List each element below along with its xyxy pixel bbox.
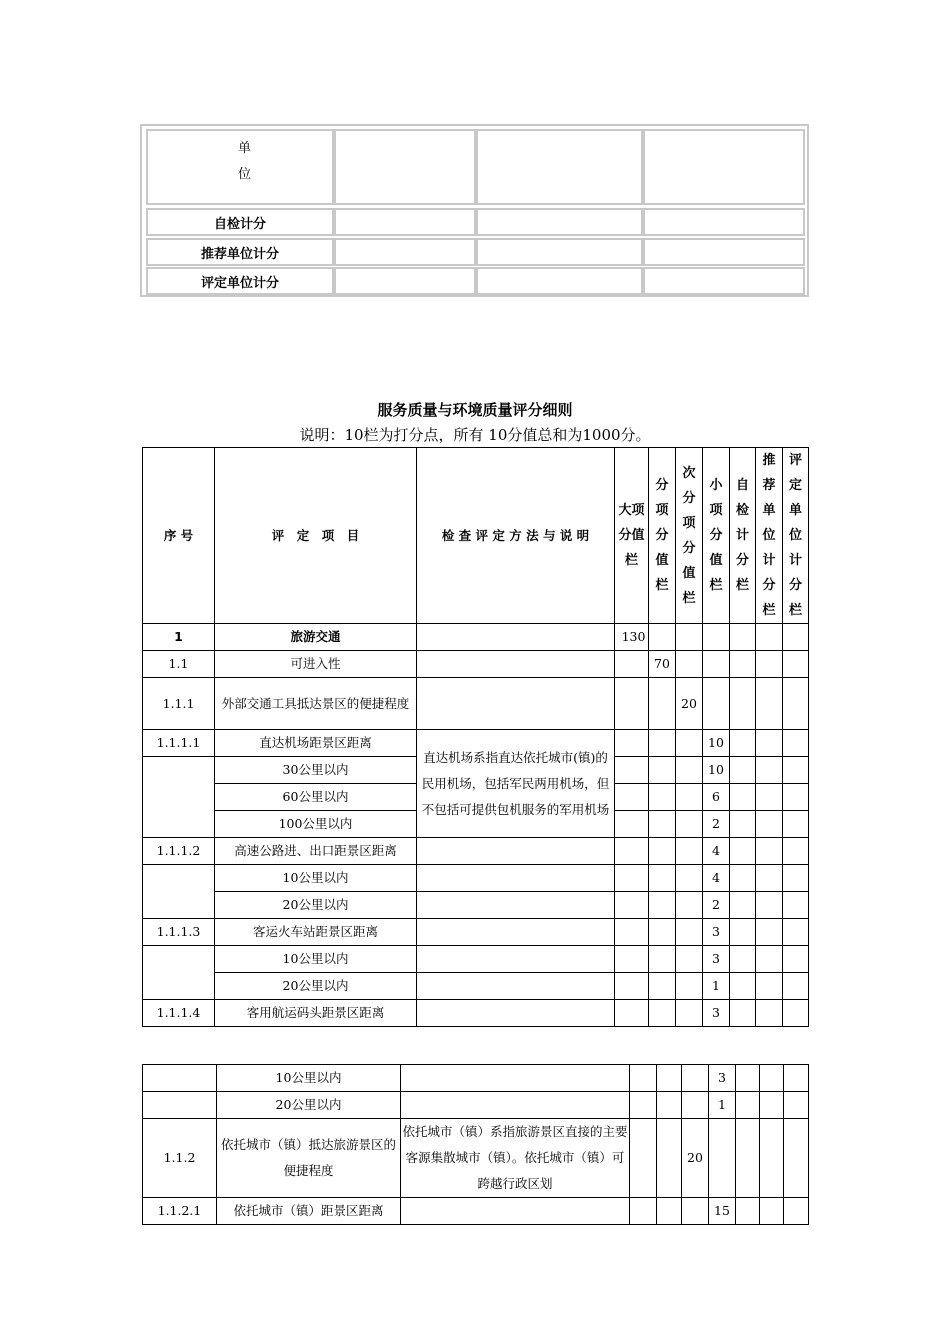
rating-input[interactable]: [783, 811, 809, 838]
row-major: [615, 892, 649, 919]
row-minor: 3: [703, 946, 730, 973]
row-seq: 1.1.2.1: [143, 1198, 217, 1225]
row-minor: 1: [709, 1092, 736, 1119]
row-method: [417, 678, 615, 730]
row-major: [615, 730, 649, 757]
row-item: 依托城市（镇）距景区距离: [217, 1198, 401, 1225]
rating-input[interactable]: [783, 784, 809, 811]
self-check-score-cell-1[interactable]: [334, 208, 476, 236]
page-subtitle: 说明：10栏为打分点，所有 10分值总和为1000分。: [299, 426, 651, 444]
table-row: [143, 838, 809, 865]
row-method: [417, 865, 615, 892]
row-secondary: [676, 865, 703, 892]
row-sub: [649, 678, 676, 730]
table-row: [143, 973, 809, 1000]
table-row: [143, 865, 809, 892]
row-minor: 15: [709, 1198, 736, 1225]
row-item: 60公里以内: [215, 784, 417, 811]
self-check-input[interactable]: [730, 946, 756, 973]
header-row: [143, 448, 809, 624]
row-item: 旅游交通: [215, 624, 417, 651]
table-row: [143, 730, 809, 757]
rating-input[interactable]: [783, 865, 809, 892]
row-seq: 1.1: [143, 651, 215, 678]
row-minor: 10: [703, 730, 730, 757]
row-secondary: [676, 919, 703, 946]
header-minor: 小项分值栏: [703, 448, 730, 624]
row-major: [630, 1198, 657, 1225]
row-seq: [143, 946, 215, 1000]
rating-input[interactable]: [783, 757, 809, 784]
recommend-input[interactable]: [760, 1198, 784, 1225]
row-method: [417, 624, 615, 651]
row-secondary: [676, 784, 703, 811]
rating-score-cell-2[interactable]: [476, 267, 643, 295]
self-check-input[interactable]: [730, 730, 756, 757]
self-check-input[interactable]: [730, 838, 756, 865]
row-seq: [143, 757, 215, 838]
row-sub: [649, 946, 676, 973]
rating-input[interactable]: [783, 838, 809, 865]
header-rating: 评定单位计分栏: [783, 448, 809, 624]
row-method: [401, 1092, 630, 1119]
row-sub: [649, 919, 676, 946]
self-check-input[interactable]: [736, 1092, 760, 1119]
scoring-table-continued: [142, 1064, 809, 1225]
recommend-input[interactable]: [756, 865, 783, 892]
header-method: 检 查 评 定 方 法 与 说 明: [417, 448, 615, 624]
header-seq: 序 号: [143, 448, 215, 624]
row-method: [417, 946, 615, 973]
table-row: [143, 946, 809, 973]
row-secondary: 20: [676, 678, 703, 730]
row-minor: 3: [703, 919, 730, 946]
self-check-input[interactable]: [730, 892, 756, 919]
rating-input[interactable]: [783, 919, 809, 946]
table-row: [143, 919, 809, 946]
table-row: [143, 892, 809, 919]
header-sub: 分项分值栏: [649, 448, 676, 624]
row-seq: [143, 1092, 217, 1119]
rating-input[interactable]: [783, 1000, 809, 1027]
row-secondary: [676, 892, 703, 919]
row-item: 100公里以内: [215, 811, 417, 838]
recommend-input[interactable]: [756, 811, 783, 838]
row-method: 依托城市（镇）系指旅游景区直接的主要客源集散城市（镇）。依托城市（镇）可跨越行政区划: [401, 1119, 630, 1198]
rating-input[interactable]: [783, 892, 809, 919]
row-sub: [649, 757, 676, 784]
row-seq: 1.1.1.3: [143, 919, 215, 946]
row-item: 可进入性: [215, 651, 417, 678]
row-item: 30公里以内: [215, 757, 417, 784]
row-major: [615, 1000, 649, 1027]
rating-input[interactable]: [784, 1119, 809, 1198]
self-check-input[interactable]: [736, 1065, 760, 1092]
table-row: [143, 1198, 809, 1225]
row-method: [401, 1198, 630, 1225]
row-major: [615, 865, 649, 892]
table-row: [143, 1092, 809, 1119]
rating-input[interactable]: [784, 1092, 809, 1119]
row-major: [615, 973, 649, 1000]
row-minor: 4: [703, 838, 730, 865]
row-sub: [649, 892, 676, 919]
row-seq: 1.1.1.4: [143, 1000, 215, 1027]
row-major: 130: [615, 624, 649, 651]
self-check-input[interactable]: [730, 678, 756, 730]
row-minor: 4: [703, 865, 730, 892]
row-sub: [649, 1000, 676, 1027]
row-seq: 1.1.1: [143, 678, 215, 730]
row-major: [615, 651, 649, 678]
header-secondary: 次分项分值栏: [676, 448, 703, 624]
recommend-input[interactable]: [756, 838, 783, 865]
unit-header-cell: [146, 129, 334, 205]
self-check-input[interactable]: [730, 973, 756, 1000]
row-secondary: 20: [682, 1119, 709, 1198]
rating-input[interactable]: [783, 946, 809, 973]
row-item: 客运火车站距景区距离: [215, 919, 417, 946]
row-item: 客用航运码头距景区距离: [215, 1000, 417, 1027]
rating-input[interactable]: [784, 1065, 809, 1092]
self-check-score-cell-2[interactable]: [476, 208, 643, 236]
row-sub: [649, 624, 676, 651]
recommend-input[interactable]: [756, 757, 783, 784]
row-minor: [703, 678, 730, 730]
row-secondary: [682, 1065, 709, 1092]
row-item: 高速公路进、出口距景区距离: [215, 838, 417, 865]
self-check-input[interactable]: [730, 757, 756, 784]
rating-score-cell-3[interactable]: [643, 267, 805, 295]
row-seq: 1.1.2: [143, 1119, 217, 1198]
row-major: [630, 1119, 657, 1198]
recommend-input[interactable]: [756, 946, 783, 973]
row-item: 直达机场距景区距离: [215, 730, 417, 757]
table-row: [143, 1000, 809, 1027]
rating-input[interactable]: [783, 730, 809, 757]
row-sub: [657, 1198, 682, 1225]
row-secondary: [676, 811, 703, 838]
row-seq: [143, 1065, 217, 1092]
recommend-input[interactable]: [756, 651, 783, 678]
recommend-input[interactable]: [756, 730, 783, 757]
row-minor: [709, 1119, 736, 1198]
row-secondary: [676, 1000, 703, 1027]
row-major: [615, 838, 649, 865]
row-major: [615, 784, 649, 811]
page-title: 服务质量与环境质量评分细则: [377, 401, 573, 419]
recommend-input[interactable]: [756, 973, 783, 1000]
row-item: 外部交通工具抵达景区的便捷程度: [215, 678, 417, 730]
row-method: [417, 1000, 615, 1027]
row-item: 依托城市（镇）抵达旅游景区的便捷程度: [217, 1119, 401, 1198]
row-minor: [703, 651, 730, 678]
row-sub: [657, 1092, 682, 1119]
row-sub: [649, 730, 676, 757]
table-row: [143, 651, 809, 678]
row-method: [417, 838, 615, 865]
row-seq: 1: [143, 624, 215, 651]
self-check-input[interactable]: [736, 1119, 760, 1198]
recommend-score-label: 推荐单位计分: [146, 238, 334, 266]
unit-value-cell-3[interactable]: [643, 129, 805, 205]
row-seq: [143, 865, 215, 919]
row-item: 20公里以内: [215, 892, 417, 919]
row-major: [615, 811, 649, 838]
header-self-check: 自检计分栏: [730, 448, 756, 624]
recommend-score-cell-3[interactable]: [643, 238, 805, 266]
rating-input[interactable]: [783, 651, 809, 678]
row-sub: [649, 865, 676, 892]
recommend-input[interactable]: [756, 678, 783, 730]
row-secondary: [676, 946, 703, 973]
self-check-input[interactable]: [730, 865, 756, 892]
table-row: [143, 1119, 809, 1198]
row-sub: 70: [649, 651, 676, 678]
row-item: 20公里以内: [217, 1092, 401, 1119]
header-recommend: 推荐单位计分栏: [756, 448, 783, 624]
self-check-input[interactable]: [730, 811, 756, 838]
rating-input[interactable]: [783, 678, 809, 730]
row-minor: 2: [703, 811, 730, 838]
row-method: [401, 1065, 630, 1092]
row-sub: [649, 811, 676, 838]
scoring-table: [142, 447, 809, 1027]
unit-char-2: 位: [238, 167, 252, 182]
recommend-input[interactable]: [756, 624, 783, 651]
row-minor: [703, 624, 730, 651]
self-check-score-label: 自检计分: [146, 208, 334, 236]
row-major: [630, 1065, 657, 1092]
self-check-input[interactable]: [730, 919, 756, 946]
self-check-score-cell-3[interactable]: [643, 208, 805, 236]
recommend-score-cell-1[interactable]: [334, 238, 476, 266]
table-row: [143, 624, 809, 651]
rating-score-cell-1[interactable]: [334, 267, 476, 295]
row-major: [615, 919, 649, 946]
row-secondary: [676, 838, 703, 865]
self-check-input[interactable]: [736, 1198, 760, 1225]
unit-char-1: 单: [238, 141, 252, 156]
row-method: [417, 892, 615, 919]
recommend-input[interactable]: [756, 1000, 783, 1027]
rating-score-label: 评定单位计分: [146, 267, 334, 295]
row-minor: 1: [703, 973, 730, 1000]
airport-note: 直达机场系指直达依托城市(镇)的民用机场，包括军民两用机场，但不包括可提供包机服务的军用机场: [417, 730, 615, 838]
row-minor: 10: [703, 757, 730, 784]
row-secondary: [682, 1092, 709, 1119]
rating-input[interactable]: [783, 624, 809, 651]
row-minor: 3: [703, 1000, 730, 1027]
row-seq: 1.1.1.1: [143, 730, 215, 757]
row-sub: [649, 973, 676, 1000]
row-item: 20公里以内: [215, 973, 417, 1000]
row-major: [615, 946, 649, 973]
recommend-input[interactable]: [756, 892, 783, 919]
recommend-input[interactable]: [756, 919, 783, 946]
row-item: 10公里以内: [215, 865, 417, 892]
row-sub: [649, 784, 676, 811]
table-row: [143, 678, 809, 730]
self-check-input[interactable]: [730, 624, 756, 651]
row-item: 10公里以内: [215, 946, 417, 973]
row-minor: 2: [703, 892, 730, 919]
rating-input[interactable]: [784, 1198, 809, 1225]
row-secondary: [682, 1198, 709, 1225]
row-secondary: [676, 973, 703, 1000]
self-check-input[interactable]: [730, 651, 756, 678]
row-seq: 1.1.1.2: [143, 838, 215, 865]
recommend-input[interactable]: [760, 1092, 784, 1119]
row-sub: [657, 1065, 682, 1092]
recommend-input[interactable]: [760, 1119, 784, 1198]
self-check-input[interactable]: [730, 1000, 756, 1027]
row-minor: 3: [709, 1065, 736, 1092]
header-major: 大项分值栏: [615, 448, 649, 624]
rating-input[interactable]: [783, 973, 809, 1000]
row-method: [417, 651, 615, 678]
recommend-input[interactable]: [760, 1065, 784, 1092]
row-method: [417, 973, 615, 1000]
row-item: 10公里以内: [217, 1065, 401, 1092]
row-major: [630, 1092, 657, 1119]
unit-value-cell-2[interactable]: [476, 129, 643, 205]
table-row: [143, 1065, 809, 1092]
row-major: [615, 678, 649, 730]
row-major: [615, 757, 649, 784]
recommend-score-cell-2[interactable]: [476, 238, 643, 266]
row-secondary: [676, 624, 703, 651]
row-sub: [657, 1119, 682, 1198]
row-sub: [649, 838, 676, 865]
row-minor: 6: [703, 784, 730, 811]
row-secondary: [676, 651, 703, 678]
unit-value-cell-1[interactable]: [334, 129, 476, 205]
self-check-input[interactable]: [730, 784, 756, 811]
signature-table: [140, 124, 809, 297]
recommend-input[interactable]: [756, 784, 783, 811]
row-secondary: [676, 757, 703, 784]
row-secondary: [676, 730, 703, 757]
header-item: 评 定 项 目: [215, 448, 417, 624]
row-method: [417, 919, 615, 946]
